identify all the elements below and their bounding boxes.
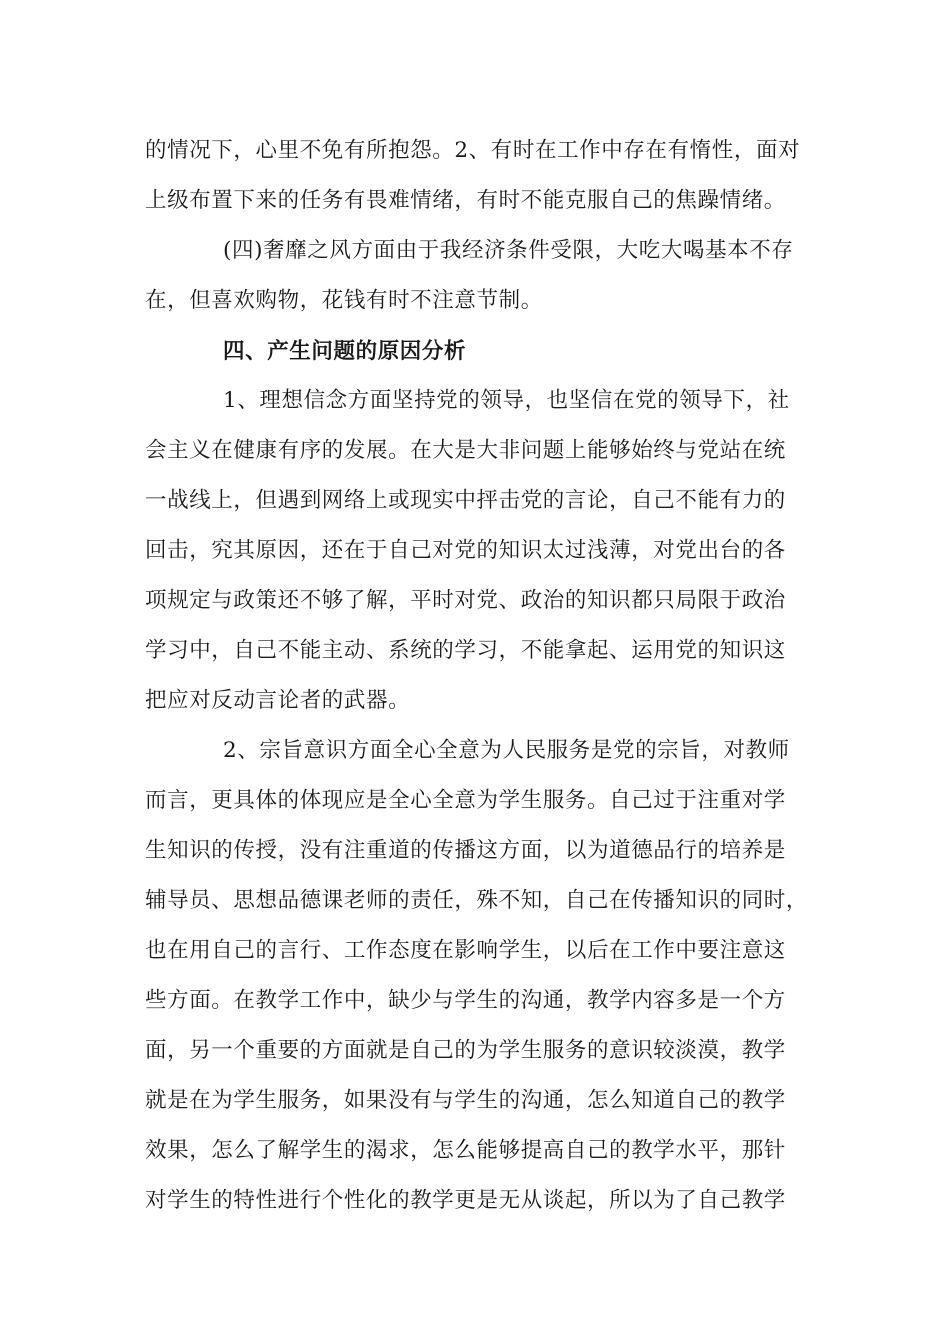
text-line: 项规定与政策还不够了解，平时对党、政治的知识都只局限于政治 [145,588,786,613]
text-line: 一战线上，但遇到网络上或现实中抨击党的言论，自己不能有力的 [145,488,786,513]
text-line: 就是在为学生服务，如果没有与学生的沟通，怎么知道自己的教学 [145,1088,786,1113]
text-line: 些方面。在教学工作中，缺少与学生的沟通，教学内容多是一个方 [145,988,786,1013]
text-line: 也在用自己的言行、工作态度在影响学生，以后在工作中要注意这 [145,938,786,963]
text-line: 1、理想信念方面坚持党的领导，也坚信在党的领导下，社 [223,388,790,413]
text-line: 效果，怎么了解学生的渴求，怎么能够提高自己的教学水平，那针 [145,1138,786,1163]
text-line: 上级布置下来的任务有畏难情绪，有时不能克服自己的焦躁情绪。 [145,188,786,213]
text-line: (四)奢靡之风方面由于我经济条件受限，大吃大喝基本不存 [223,238,794,263]
text-line: 辅导员、思想品德课老师的责任，殊不知，自己在传播知识的同时， [145,888,809,913]
text-line: 面，另一个重要的方面就是自己的为学生服务的意识较淡漠，教学 [145,1038,786,1063]
text-line: 的情况下，心里不免有所抱怨。2、有时在工作中存在有惰性，面对 [145,138,801,163]
text-line: 在，但喜欢购物，花钱有时不注意节制。 [145,288,543,313]
section-heading: 四、产生问题的原因分析 [223,339,467,364]
text-line: 会主义在健康有序的发展。在大是大非问题上能够始终与党站在统 [145,438,786,463]
text-line: 2、宗旨意识方面全心全意为人民服务是党的宗旨，对教师 [223,738,790,763]
text-line: 对学生的特性进行个性化的教学更是无从谈起，所以为了自己教学 [145,1188,786,1213]
text-line: 生知识的传授，没有注重道的传播这方面，以为道德品行的培养是 [145,838,786,863]
text-line: 而言，更具体的体现应是全心全意为学生服务。自己过于注重对学 [145,788,786,813]
text-line: 把应对反动言论者的武器。 [145,688,411,713]
text-line: 回击，究其原因，还在于自己对党的知识太过浅薄，对党出台的各 [145,538,786,563]
text-line: 学习中，自己不能主动、系统的学习，不能拿起、运用党的知识这 [145,638,786,663]
